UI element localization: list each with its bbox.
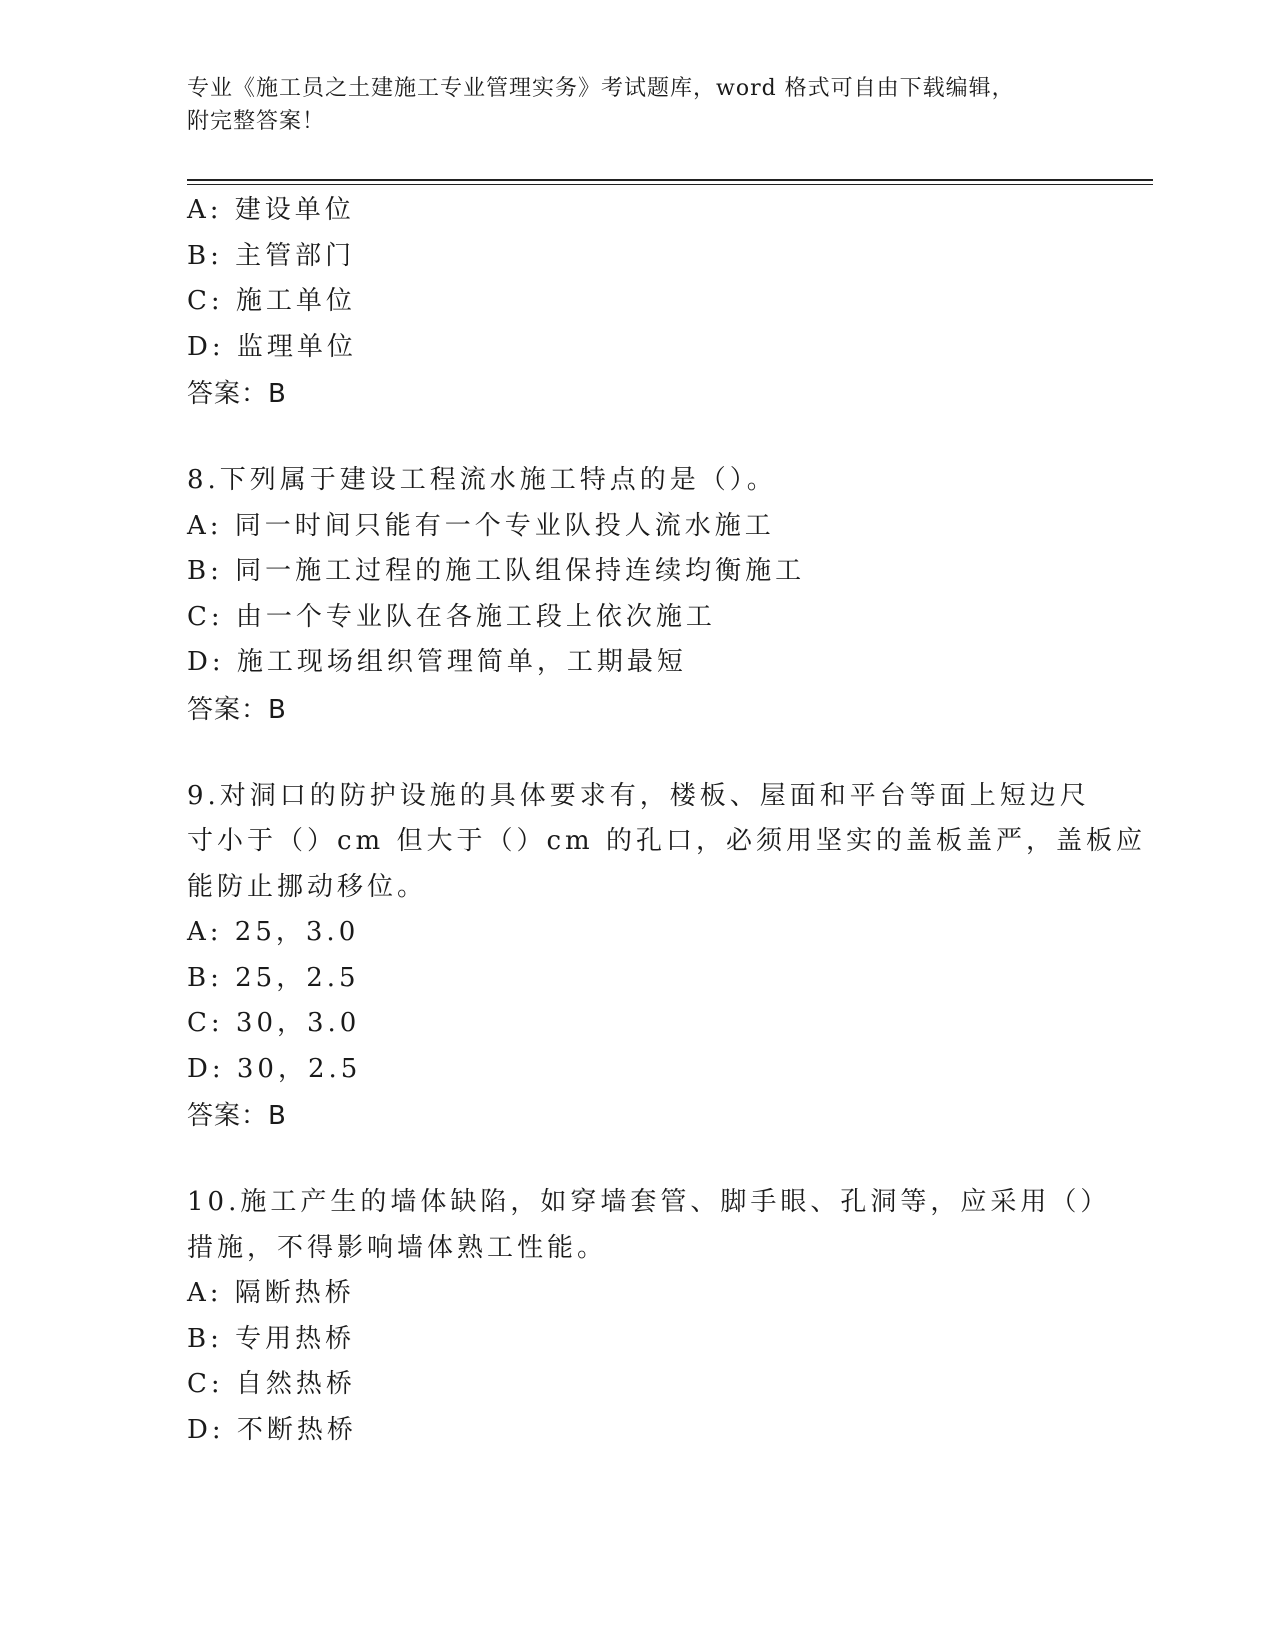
option-d: D: 施工现场组织管理简单，工期最短 [187, 647, 687, 677]
question-stem-line-1: 9.对洞口的防护设施的具体要求有，楼板、屋面和平台等面上短边尺 [187, 780, 1090, 811]
spacer [187, 734, 1087, 774]
option-d: D: 监理单位 [187, 331, 357, 362]
question-stem-line-2: 寸小于（）cm 但大于（）cm 的孔口，必须用坚实的盖板盖严，盖板应 [187, 826, 1146, 856]
document-header [187, 72, 1067, 138]
header-rule-thin [187, 184, 1153, 185]
header-line-2: 附完整答案！ [187, 109, 326, 134]
option-a: A: 隔断热桥 [187, 1278, 355, 1308]
answer: 答案：B [187, 694, 287, 725]
option-c: C: 由一个专业队在各施工段上依次施工 [187, 601, 716, 632]
question-10 [187, 1180, 1111, 1453]
question-stem-line-1: 10.施工产生的墙体缺陷，如穿墙套管、脚手眼、孔洞等，应采用（） [187, 1187, 1111, 1217]
option-b: B: 主管部门 [187, 240, 356, 271]
option-a: A: 25，3.0 [187, 917, 360, 947]
header-rule-thick [187, 179, 1153, 181]
question-stem: 8.下列属于建设工程流水施工特点的是（）。 [187, 465, 777, 495]
option-a: A: 同一时间只能有一个专业队投人流水施工 [187, 510, 775, 541]
question-7 [187, 188, 1087, 418]
option-c: C: 施工单位 [187, 286, 356, 316]
option-c: C: 自然热桥 [187, 1369, 356, 1399]
option-c: C: 30，3.0 [187, 1008, 361, 1038]
answer: 答案：B [187, 379, 287, 409]
option-a: A: 建设单位 [187, 195, 355, 225]
option-d: D: 不断热桥 [187, 1414, 357, 1445]
answer: 答案：B [187, 1101, 287, 1131]
question-stem-line-2: 措施，不得影响墙体熟工性能。 [187, 1232, 608, 1263]
spacer [187, 1140, 1087, 1180]
question-stem-line-3: 能防止挪动移位。 [187, 871, 428, 902]
header-line-1: 专业《施工员之土建施工专业管理实务》考试题库，word 格式可自由下载编辑， [187, 76, 1015, 101]
question-8 [187, 458, 1087, 734]
option-b: B: 同一施工过程的施工队组保持连续均衡施工 [187, 556, 806, 586]
question-list [187, 188, 1146, 1453]
option-d: D: 30，2.5 [187, 1053, 362, 1084]
question-9 [187, 774, 1146, 1141]
spacer [187, 418, 1087, 458]
option-b: B: 专用热桥 [187, 1323, 356, 1354]
option-b: B: 25，2.5 [187, 962, 360, 993]
